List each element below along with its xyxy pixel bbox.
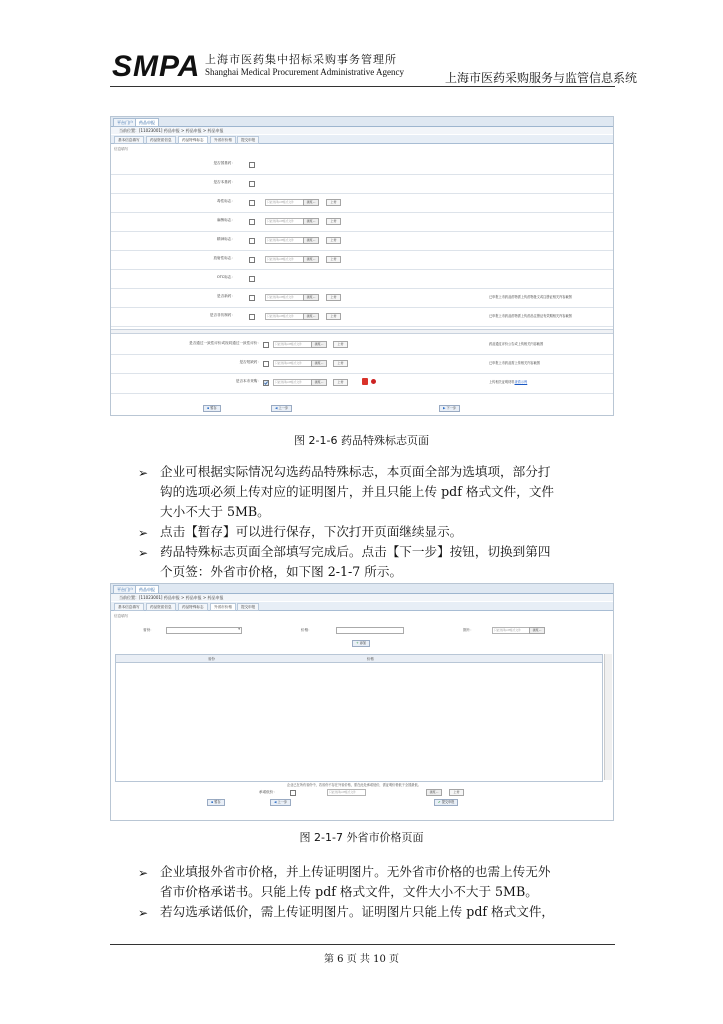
row-note-text: 上传相关证明材料 — [489, 380, 515, 384]
bullet-line: 大小不大于 5MB。 — [160, 504, 270, 519]
form-row — [111, 354, 613, 374]
window-tab-bar — [111, 584, 613, 594]
table-scrollbar[interactable] — [604, 654, 612, 780]
tab-portal[interactable]: 平台门户 — [113, 585, 137, 594]
save-icon: ▪ — [207, 406, 210, 410]
bullet-text — [160, 902, 616, 922]
subtab-province-price[interactable]: 外省市价格 — [210, 136, 236, 144]
row-label: 是否短缺药： — [239, 360, 261, 364]
upload-button[interactable]: 上传 — [333, 360, 348, 367]
system-name: 上海市医药采购服务与监管信息系统 — [445, 71, 638, 85]
upload-button[interactable]: 上传 — [326, 237, 341, 244]
section-hint: 信息填写 — [114, 614, 129, 618]
upload-button[interactable]: 上传 — [333, 341, 348, 348]
table-header — [116, 655, 602, 663]
delete-icon[interactable] — [371, 379, 376, 384]
price-label: 价格： — [301, 628, 312, 632]
screenshot-province-price — [110, 583, 614, 821]
row-note: 已申报上市药品需上传相关内容截图 — [489, 361, 540, 365]
chevron-down-icon: ▾ — [238, 627, 240, 631]
checkbox[interactable] — [249, 200, 255, 206]
check-icon: ✔ — [438, 800, 441, 804]
bullet-arrow-icon: ➢ — [138, 546, 149, 560]
upload-button[interactable]: 上传 — [333, 379, 348, 386]
row-label: OTC标志： — [216, 275, 235, 279]
bullet-arrow-icon: ➢ — [138, 906, 149, 920]
submit-declare-button[interactable] — [434, 799, 458, 806]
tab-drug-declare[interactable]: 药品申报 — [135, 585, 159, 594]
checkbox[interactable] — [249, 219, 255, 225]
checkbox[interactable] — [263, 342, 269, 348]
browse-button[interactable]: 浏览... — [311, 360, 327, 367]
row-note: 已申报上市药品药物需上传药物批文或注册证相关内容截图 — [489, 295, 572, 299]
save-icon: ▪ — [211, 800, 214, 804]
browse-button[interactable]: 浏览... — [529, 627, 545, 634]
form-row — [111, 373, 613, 394]
arrow-left-icon: ◀ — [275, 406, 278, 410]
province-select[interactable] — [166, 627, 242, 634]
row-note: 药品通过评价公告或上传相关内容截图 — [489, 342, 544, 346]
subtab-submit[interactable]: 提交申报 — [237, 136, 259, 144]
subtab-submit[interactable]: 提交申报 — [237, 603, 259, 611]
upload-button[interactable]: 上传 — [449, 789, 464, 796]
browse-button[interactable]: 浏览... — [303, 218, 319, 225]
add-button[interactable] — [352, 640, 370, 647]
subtab-basic[interactable]: 基本信息填写 — [114, 603, 144, 611]
column-header: 省份 — [208, 657, 215, 661]
save-draft-label: 暂存 — [210, 406, 217, 410]
subtab-special-marks[interactable]: 药品特殊标志 — [178, 136, 208, 144]
screenshot-special-marks — [110, 116, 614, 416]
save-draft-button[interactable] — [203, 405, 221, 412]
bullet-arrow-icon: ➢ — [138, 526, 149, 540]
row-label: 毒性标志： — [217, 199, 235, 203]
upload-button[interactable]: 上传 — [326, 294, 341, 301]
sub-tab-bar — [111, 602, 613, 611]
form-row — [111, 155, 613, 175]
bullet-text — [160, 522, 616, 542]
row-label: 麻醉标志： — [217, 218, 235, 222]
tab-portal[interactable]: 平台门户 — [113, 118, 137, 127]
page-number: 第 6 页 共 10 页 — [324, 954, 399, 965]
bullet-arrow-icon: ➢ — [138, 866, 149, 880]
breadcrumb: 当前位置：[11023001] 药品申报 > 药品申报 > 药品申报 — [111, 127, 613, 134]
bullet-line: 药品特殊标志页面全部填写完成后。点击【下一步】按钮，切换到第四 — [160, 544, 551, 559]
browse-button[interactable]: 浏览... — [303, 294, 319, 301]
previous-button[interactable] — [271, 405, 292, 412]
smpa-logo: SMPA — [112, 50, 201, 83]
bullet-text — [160, 542, 616, 582]
window-tab-bar — [111, 117, 613, 127]
section-separator — [111, 329, 613, 334]
browse-button[interactable]: 浏览... — [303, 199, 319, 206]
subtab-special-marks[interactable]: 药品特殊标志 — [178, 603, 208, 611]
subtab-qualification[interactable]: 药品资质信息 — [146, 603, 176, 611]
view-example-link[interactable]: 查看示例 — [514, 380, 528, 384]
bullet-line: 个页签：外省市价格，如下图 2-1-7 所示。 — [160, 564, 403, 579]
row-label: 是否本基药： — [213, 180, 235, 184]
checkbox[interactable] — [249, 257, 255, 263]
browse-button[interactable]: 浏览... — [303, 237, 319, 244]
next-label: 下一步 — [446, 406, 457, 410]
file-input[interactable]: 只能选择pdf格式文件 — [265, 237, 304, 244]
checkbox-checked[interactable] — [263, 380, 269, 386]
tab-drug-declare[interactable]: 药品申报 — [135, 118, 159, 127]
form-row — [111, 174, 613, 194]
bullet-line: 省市价格承诺书。只能上传 pdf 格式文件，文件大小不大于 5MB。 — [160, 884, 538, 899]
checkbox[interactable] — [249, 181, 255, 187]
previous-label: 上一步 — [277, 800, 288, 804]
upload-button[interactable]: 上传 — [326, 199, 341, 206]
row-label: 是否国基药： — [213, 161, 235, 165]
form-row — [111, 231, 613, 251]
form-row — [111, 269, 613, 289]
breadcrumb: 当前位置：[11023001] 药品申报 > 药品申报 > 药品申报 — [111, 594, 613, 601]
figure-caption-1: 图 2-1-6 药品特殊标志页面 — [294, 434, 429, 447]
file-input[interactable]: 只能选择pdf格式文件 — [265, 218, 304, 225]
row-label: 是否通过一致性评价或视同通过一致性评价： — [189, 341, 261, 345]
footer-rule — [110, 944, 615, 945]
row-label: 是否本市采购： — [235, 379, 261, 383]
browse-button[interactable]: 浏览... — [311, 341, 327, 348]
figure-caption-2: 图 2-1-7 外省市价格页面 — [299, 831, 424, 844]
arrow-right-icon: ▶ — [443, 406, 446, 410]
bullet-line: 钩的选项必须上传对应的证明图片，并且只能上传 pdf 格式文件，文件 — [160, 484, 555, 499]
bullet-text — [160, 462, 616, 522]
bullet-arrow-icon: ➢ — [138, 466, 149, 480]
checkbox[interactable] — [249, 162, 255, 168]
image-label: 图片： — [463, 628, 474, 632]
row-note — [489, 379, 527, 384]
commit-label: 承诺低价： — [259, 790, 277, 794]
browse-button[interactable]: 浏览... — [303, 256, 319, 263]
bullet-line: 企业可根据实际情况勾选药品特殊标志，本页面全部为选填项，部分打 — [160, 464, 551, 479]
column-header: 价格 — [367, 657, 374, 661]
file-input[interactable]: 只能选择pdf格式文件 — [265, 256, 304, 263]
form-row — [111, 307, 613, 327]
checkbox[interactable] — [249, 295, 255, 301]
upload-button[interactable]: 上传 — [326, 313, 341, 320]
checkbox[interactable] — [249, 314, 255, 320]
previous-button[interactable] — [270, 799, 291, 806]
save-draft-button[interactable] — [207, 799, 225, 806]
next-button[interactable] — [439, 405, 460, 412]
file-input[interactable]: 只能选择pdf格式文件 — [265, 313, 304, 320]
file-input[interactable]: 只能选择pdf格式文件 — [273, 341, 312, 348]
bullet-text — [160, 862, 616, 902]
pdf-file-icon[interactable] — [362, 378, 368, 385]
sub-tab-bar — [111, 135, 613, 144]
upload-button[interactable]: 上传 — [326, 256, 341, 263]
price-table — [115, 654, 603, 782]
section-hint: 信息填写 — [114, 147, 129, 151]
form-row — [111, 212, 613, 232]
submit-declare-label: 提交申报 — [441, 800, 455, 804]
browse-button[interactable]: 浏览... — [311, 379, 327, 386]
file-input[interactable]: 只能选择pdf格式文件 — [265, 199, 304, 206]
file-input[interactable]: 只能选择pdf格式文件 — [492, 627, 531, 634]
file-input[interactable]: 只能选择pdf格式文件 — [273, 379, 312, 386]
row-note: 已申报上市药品药物需上传药品注册证有效期相关内容截图 — [489, 314, 572, 318]
checkbox[interactable] — [263, 361, 269, 367]
province-label: 省份： — [143, 628, 154, 632]
form-row — [111, 335, 613, 355]
bullet-line: 点击【暂存】可以进行保存，下次打开页面继续显示。 — [160, 524, 463, 539]
save-draft-label: 暂存 — [214, 800, 221, 804]
form-row — [111, 193, 613, 213]
file-input[interactable]: 只能选择pdf格式文件 — [327, 789, 366, 796]
row-label: 是否非仿制药： — [209, 313, 235, 317]
row-label: 精神标志： — [217, 237, 235, 241]
subtab-basic[interactable]: 基本信息填写 — [114, 136, 144, 144]
upload-button[interactable]: 上传 — [326, 218, 341, 225]
file-input[interactable]: 只能选择pdf格式文件 — [265, 294, 304, 301]
agency-name-en: Shanghai Medical Procurement Administrative Agency — [205, 67, 404, 77]
add-label: 添加 — [359, 641, 367, 645]
bullet-line: 企业填报外省市价格，并上传证明图片。无外省市价格的也需上传无外 — [160, 864, 551, 879]
subtab-qualification[interactable]: 药品资质信息 — [146, 136, 176, 144]
browse-button[interactable]: 浏览... — [426, 789, 442, 796]
commit-checkbox[interactable] — [290, 790, 296, 796]
agency-name-cn: 上海市医药集中招标采购事务管理所 — [205, 53, 397, 66]
header-rule — [110, 86, 615, 87]
previous-label: 上一步 — [278, 406, 289, 410]
checkbox[interactable] — [249, 238, 255, 244]
price-input[interactable] — [336, 627, 404, 634]
checkbox[interactable] — [249, 276, 255, 282]
file-input[interactable]: 只能选择pdf格式文件 — [273, 360, 312, 367]
plus-icon: + — [356, 641, 359, 645]
arrow-left-icon: ◀ — [274, 800, 277, 804]
browse-button[interactable]: 浏览... — [303, 313, 319, 320]
bullet-line: 若勾选承诺低价，需上传证明图片。证明图片只能上传 pdf 格式文件， — [160, 904, 555, 919]
commit-footnote: 企业已在所有省份中，若省份不存在外省价格，需在此处承诺低价，需证明价格低于全国最低。 — [287, 783, 421, 787]
row-label: 放射性标志： — [213, 256, 235, 260]
subtab-province-price[interactable]: 外省市价格 — [210, 603, 236, 611]
form-row — [111, 250, 613, 270]
row-label: 是否新药： — [217, 294, 235, 298]
form-row — [111, 288, 613, 308]
